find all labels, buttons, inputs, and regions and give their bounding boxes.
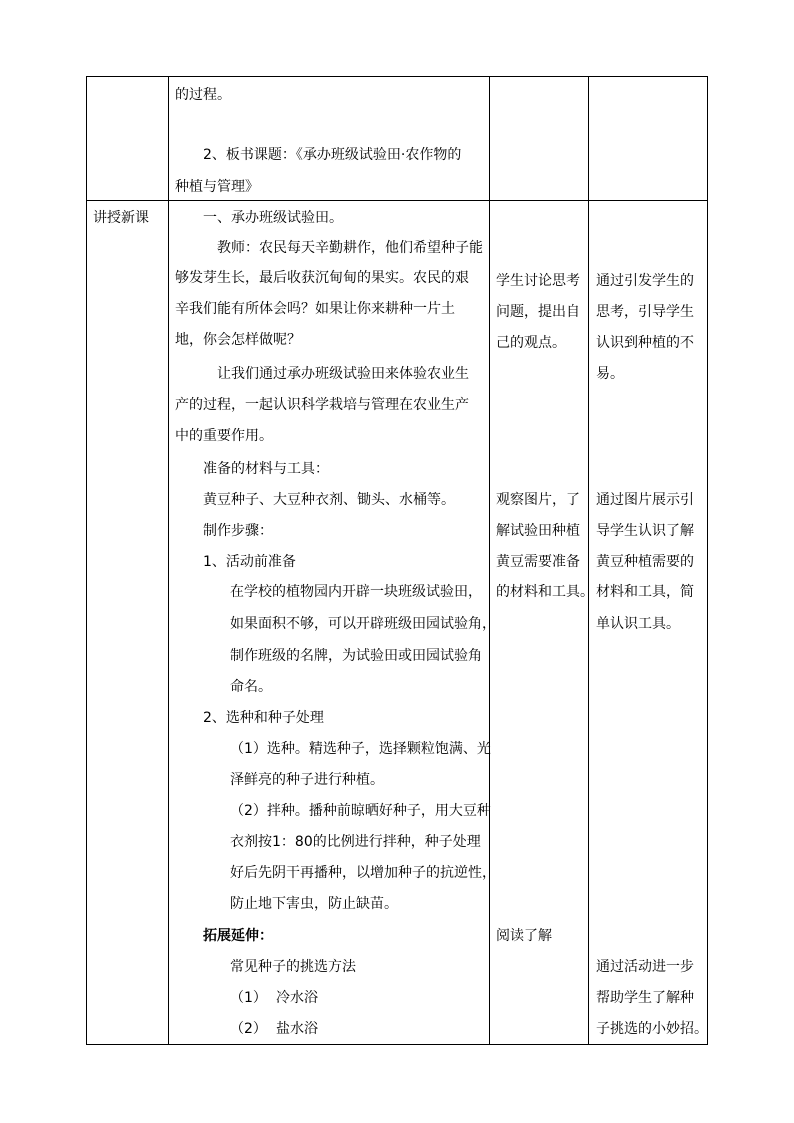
content-line: 2、选种和种子处理 xyxy=(203,710,324,726)
content-line: （2）拌种。播种前晾晒好种子，用大豆种 xyxy=(230,803,491,819)
content-line: 制作步骤： xyxy=(203,523,273,539)
list-number: （2） xyxy=(230,1021,267,1037)
design-intent-line: 材料和工具，简 xyxy=(596,584,694,600)
content-line: 让我们通过承办班级试验田来体验农业生 xyxy=(217,366,469,382)
content-line: 常见种子的挑选方法 xyxy=(230,959,356,975)
content-line: （1）选种。精选种子，选择颗粒饱满、光 xyxy=(230,741,491,757)
stage-label: 讲授新课 xyxy=(93,210,149,226)
content-line: 地，你会怎样做呢？ xyxy=(175,332,301,348)
content-line: 好后先阴干再播种，以增加种子的抗逆性， xyxy=(230,865,496,881)
content-line: 中的重要作用。 xyxy=(175,428,273,444)
content-line: 一、承办班级试验田。 xyxy=(203,210,343,226)
student-activity-line: 阅读了解 xyxy=(496,928,552,944)
list-number: （1） xyxy=(230,990,267,1006)
student-activity-line: 问题，提出自 xyxy=(496,304,580,320)
content-line: 种植与管理》 xyxy=(175,179,259,195)
student-activity-line: 解试验田种植 xyxy=(496,523,580,539)
content-line: 衣剂按1：80的比例进行拌种，种子处理 xyxy=(230,834,481,850)
content-line: 够发芽生长，最后收获沉甸甸的果实。农民的艰 xyxy=(175,270,469,286)
design-intent-line: 通过引发学生的 xyxy=(596,273,694,289)
student-activity-line: 学生讨论思考 xyxy=(496,273,580,289)
design-intent-line: 通过图片展示引 xyxy=(596,492,694,508)
content-line: 1、活动前准备 xyxy=(203,554,296,570)
content-line: 如果面积不够，可以开辟班级田园试验角， xyxy=(230,616,496,632)
design-intent-line: 帮助学生了解种 xyxy=(596,990,694,1006)
list-item: 盐水浴 xyxy=(276,1021,318,1037)
design-intent-line: 认识到种植的不 xyxy=(596,335,694,351)
content-line: 在学校的植物园内开辟一块班级试验田， xyxy=(230,584,482,600)
content-line: 准备的材料与工具： xyxy=(203,461,329,477)
content-line: 教师：农民每天辛勤耕作，他们希望种子能 xyxy=(217,240,483,256)
design-intent-line: 子挑选的小妙招。 xyxy=(596,1021,708,1037)
column-divider xyxy=(588,76,589,1045)
design-intent-line: 导学生认识了解 xyxy=(596,523,694,539)
design-intent-line: 通过活动进一步 xyxy=(596,959,694,975)
column-divider xyxy=(489,76,490,1045)
content-line: 黄豆种子、大豆种衣剂、锄头、水桶等。 xyxy=(203,492,455,508)
content-line: 的过程。 xyxy=(175,87,231,103)
student-activity-line: 的材料和工具。 xyxy=(496,584,594,600)
table-border-bottom xyxy=(86,1044,708,1045)
student-activity-line: 己的观点。 xyxy=(496,335,566,351)
content-line: 制作班级的名牌，为试验田或田园试验角 xyxy=(230,648,482,664)
content-line: 辛我们能有所体会吗？如果让你来耕种一片土 xyxy=(175,301,455,317)
content-line: 防止地下害虫，防止缺苗。 xyxy=(230,896,398,912)
content-line: 泽鲜亮的种子进行种植。 xyxy=(230,772,384,788)
content-line: 2、板书课题：《承办班级试验田·农作物的 xyxy=(203,147,462,163)
table-border-left xyxy=(86,76,87,1045)
extension-heading: 拓展延伸： xyxy=(203,928,273,944)
table-border-right xyxy=(707,76,708,1045)
row-divider xyxy=(86,200,708,201)
design-intent-line: 思考，引导学生 xyxy=(596,304,694,320)
content-line: 产的过程，一起认识科学栽培与管理在农业生产 xyxy=(175,397,469,413)
table-border-top xyxy=(86,76,708,77)
student-activity-line: 黄豆需要准备 xyxy=(496,554,580,570)
design-intent-line: 单认识工具。 xyxy=(596,616,680,632)
design-intent-line: 易。 xyxy=(596,366,624,382)
column-divider xyxy=(168,76,169,1045)
student-activity-line: 观察图片，了 xyxy=(496,492,580,508)
list-item: 冷水浴 xyxy=(276,990,318,1006)
content-line: 命名。 xyxy=(230,679,272,695)
design-intent-line: 黄豆种植需要的 xyxy=(596,554,694,570)
